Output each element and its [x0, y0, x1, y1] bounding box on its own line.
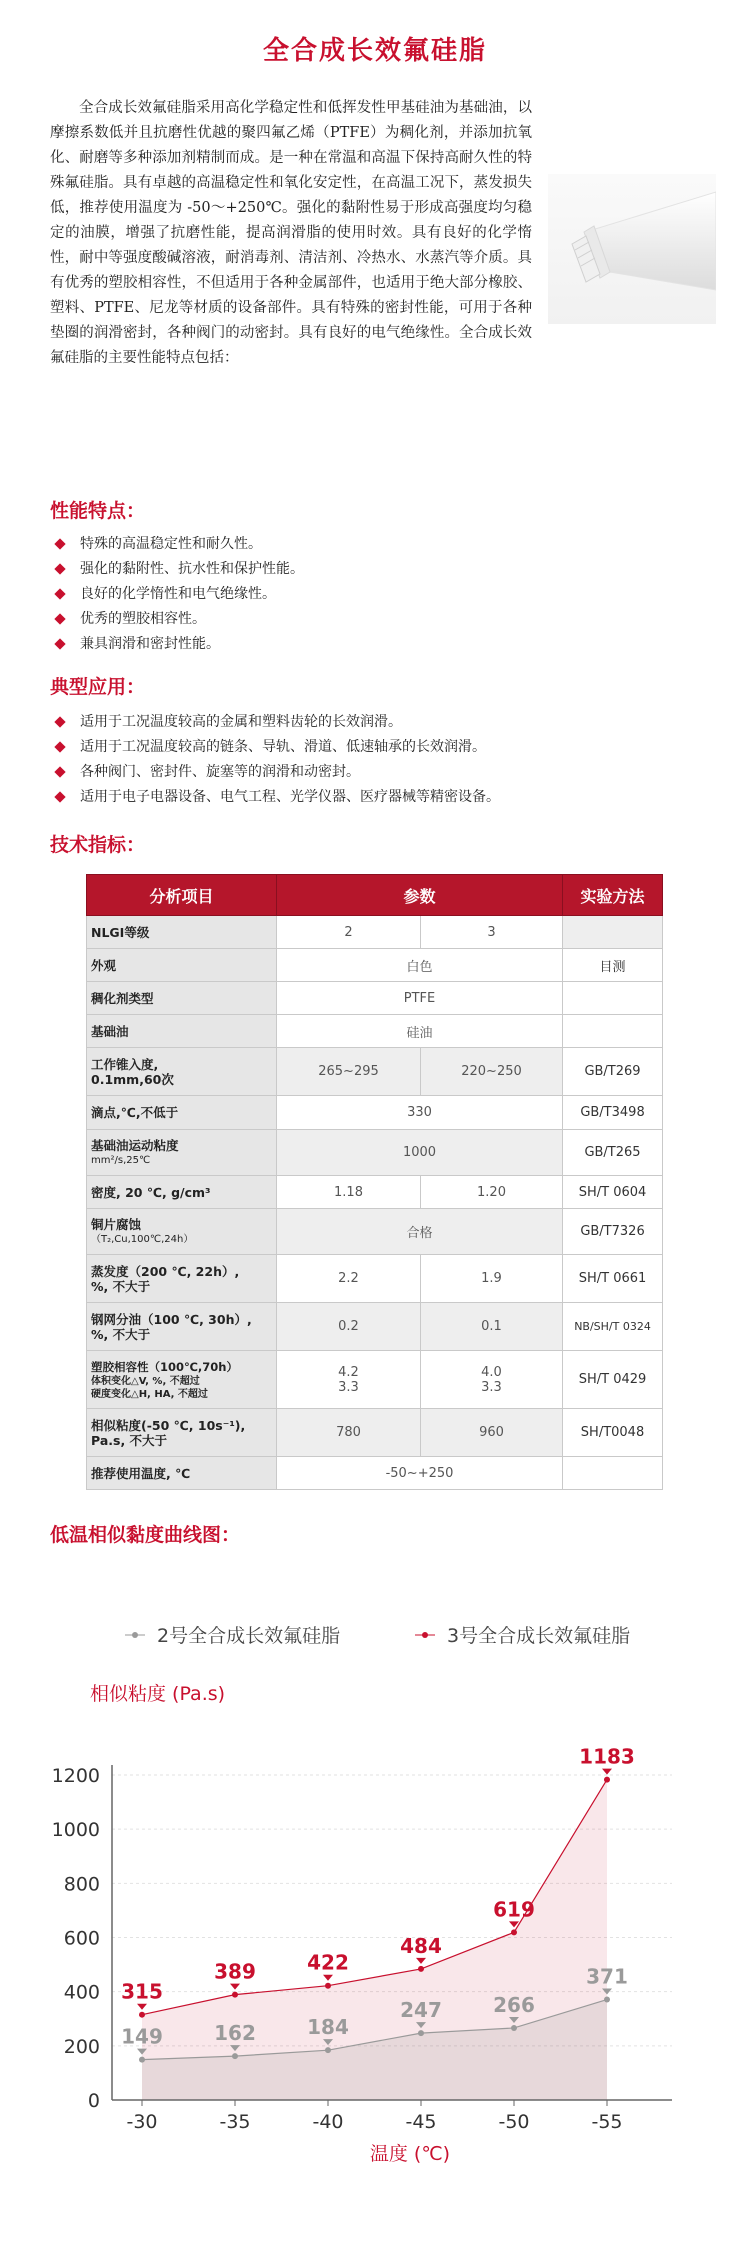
row-label: 基础油: [87, 1015, 277, 1048]
cell-method: GB/T7326: [563, 1209, 663, 1255]
y-tick-label: 400: [63, 1981, 100, 2004]
y-tick-label: 800: [63, 1873, 100, 1896]
table-row: [87, 1409, 663, 1457]
row-label: 工作锥入度, 0.1mm,60次: [87, 1048, 277, 1096]
data-label: 315: [121, 1979, 163, 2004]
page-title: 全合成长效氟硅脂: [262, 36, 487, 66]
cell-method: 目测: [563, 949, 663, 982]
chart-heading: 低温相似黏度曲线图：: [50, 1524, 241, 1546]
data-pointer: [230, 1984, 240, 1990]
diamond-bullet-icon: [54, 638, 65, 649]
intro-text: [50, 96, 532, 371]
cell-value: 0.1: [421, 1303, 563, 1351]
diamond-bullet-icon: [54, 538, 65, 549]
table-row: [87, 1255, 663, 1303]
cell-value: PTFE: [277, 982, 563, 1015]
row-label: 推荐使用温度, ℃: [87, 1457, 277, 1490]
data-label: 149: [121, 2024, 163, 2049]
features-list: [52, 532, 712, 657]
diamond-bullet-icon: [54, 716, 65, 727]
y-tick-label: 600: [63, 1927, 100, 1950]
cell-value: 白色: [277, 949, 563, 982]
cell-value: 330: [277, 1096, 563, 1130]
cell-method: GB/T269: [563, 1048, 663, 1096]
data-label: 184: [307, 2015, 349, 2040]
data-point: [604, 1997, 610, 2003]
data-pointer: [137, 2004, 147, 2010]
list-item: 适用于电子电器设备、电气工程、光学仪器、医疗器械等精密设备。: [52, 785, 712, 810]
cell-value: 合格: [277, 1209, 563, 1255]
x-tick-label: -45: [405, 2111, 437, 2133]
table-row: [87, 982, 663, 1015]
y-tick-label: 1000: [51, 1819, 100, 1842]
data-point: [139, 2057, 145, 2063]
cell-method: GB/T3498: [563, 1096, 663, 1130]
data-label: 371: [586, 1964, 628, 1989]
legend-label: 2号全合成长效氟硅脂: [157, 1625, 341, 1647]
cell-value: 1000: [277, 1130, 563, 1176]
list-item: 兼具润滑和密封性能。: [52, 632, 712, 657]
cell-value: 0.2: [277, 1303, 421, 1351]
diamond-bullet-icon: [54, 563, 65, 574]
cell-value: 4.0 3.3: [421, 1351, 563, 1409]
data-point: [511, 1929, 517, 1935]
legend-marker: [132, 1632, 138, 1638]
table-row: [87, 1130, 663, 1176]
legend-label: 3号全合成长效氟硅脂: [447, 1625, 631, 1647]
x-tick-label: -55: [591, 2111, 623, 2133]
cell-method: GB/T265: [563, 1130, 663, 1176]
list-item: 各种阀门、密封件、旋塞等的润滑和动密封。: [52, 760, 712, 785]
product-tube-image: [548, 174, 716, 324]
table-header-row: [87, 875, 663, 916]
cell-value: 960: [421, 1409, 563, 1457]
x-tick-label: -30: [126, 2111, 158, 2133]
diamond-bullet-icon: [54, 791, 65, 802]
x-axis-label: 温度 (℃): [369, 2143, 451, 2165]
row-label: 基础油运动粘度 mm²/s,25℃: [87, 1130, 277, 1176]
cell-value: 780: [277, 1409, 421, 1457]
cell-method: [563, 982, 663, 1015]
cell-method: SH/T 0604: [563, 1176, 663, 1209]
cell-method: [563, 1457, 663, 1490]
header-param: 参数: [277, 875, 563, 916]
row-label: 外观: [87, 949, 277, 982]
y-axis-label: 相似粘度 (Pa.s): [90, 1683, 226, 1705]
cell-value: -50~+250: [277, 1457, 563, 1490]
data-label: 247: [400, 1998, 442, 2023]
chart-svg: [0, 1580, 750, 2180]
y-tick-label: 200: [63, 2035, 100, 2058]
intro-paragraph: 全合成长效氟硅脂采用高化学稳定性和低挥发性甲基硅油为基础油，以摩擦系数低并且抗磨性优越的聚四氟乙烯（PTFE）为稠化剂，并添加抗氧化、耐磨等多种添加剂精制而成。是一种在常温和高温下保持高耐久性的特殊氟硅脂。具有卓越的高温稳定性和氧化安定性，在高温工况下，蒸发损失低，推荐使用温度为 -50～+250℃。强化的黏附性易于形成高强度均匀稳定的油膜，增强了抗磨性能，提高润滑脂的使用时效。具有良好的化学惰性，耐中等强度酸碱溶液，耐消毒剂、清洁剂、冷热水、水蒸汽等介质。具有优秀的塑胶相容性，不但适用于各种金属部件，也适用于绝大部分橡胶、塑料、PTFE、尼龙等材质的设备部件。具有特殊的密封性能，可用于各种垫圈的润滑密封，各种阀门的动密封。具有良好的电气绝缘性。全合成长效氟硅脂的主要性能特点包括：: [50, 100, 532, 366]
cell-method: SH/T0048: [563, 1409, 663, 1457]
list-item: 特殊的高温稳定性和耐久性。: [52, 532, 712, 557]
table-row: [87, 1303, 663, 1351]
list-item: 适用于工况温度较高的金属和塑料齿轮的长效润滑。: [52, 710, 712, 735]
data-point: [418, 1966, 424, 1972]
applications-heading: 典型应用：: [50, 676, 146, 698]
cell-value: 3: [421, 916, 563, 949]
list-item: 强化的黏附性、抗水性和保护性能。: [52, 557, 712, 582]
list-item: 良好的化学惰性和电气绝缘性。: [52, 582, 712, 607]
data-label: 266: [493, 1992, 535, 2017]
cell-value: 硅油: [277, 1015, 563, 1048]
table-row: [87, 1351, 663, 1409]
data-label: 389: [214, 1959, 256, 1984]
cell-value: 1.9: [421, 1255, 563, 1303]
header-item: 分析项目: [87, 875, 277, 916]
diamond-bullet-icon: [54, 741, 65, 752]
x-tick-label: -35: [219, 2111, 251, 2133]
legend-marker: [422, 1632, 428, 1638]
table-row: [87, 1176, 663, 1209]
diamond-bullet-icon: [54, 613, 65, 624]
diamond-bullet-icon: [54, 588, 65, 599]
cell-method: [563, 1015, 663, 1048]
data-point: [232, 1992, 238, 1998]
table-row: [87, 1048, 663, 1096]
table-row: [87, 1457, 663, 1490]
cell-method: SH/T 0429: [563, 1351, 663, 1409]
row-label: 蒸发度（200 ℃, 22h）, %, 不大于: [87, 1255, 277, 1303]
cell-method: [563, 916, 663, 949]
data-point: [325, 2047, 331, 2053]
data-label: 1183: [579, 1744, 635, 1769]
data-pointer: [323, 1975, 333, 1981]
spec-table: [86, 874, 663, 1490]
features-heading: 性能特点：: [50, 500, 146, 522]
y-tick-label: 0: [87, 2090, 100, 2112]
cell-method: SH/T 0661: [563, 1255, 663, 1303]
list-item: 优秀的塑胶相容性。: [52, 607, 712, 632]
data-label: 484: [400, 1933, 442, 1958]
data-label: 162: [214, 2021, 256, 2046]
data-point: [511, 2025, 517, 2031]
diamond-bullet-icon: [54, 766, 65, 777]
cell-value: 220~250: [421, 1048, 563, 1096]
tube-icon: [548, 174, 716, 324]
cell-value: 265~295: [277, 1048, 421, 1096]
row-label: 钢网分油（100 ℃, 30h）, %, 不大于: [87, 1303, 277, 1351]
data-point: [232, 2053, 238, 2059]
data-label: 619: [493, 1897, 535, 1922]
data-pointer: [416, 1958, 426, 1964]
data-point: [325, 1983, 331, 1989]
cell-value: 1.20: [421, 1176, 563, 1209]
table-row: [87, 1096, 663, 1130]
applications-list: [52, 710, 712, 810]
cell-value: 4.2 3.3: [277, 1351, 421, 1409]
data-point: [604, 1777, 610, 1783]
row-label: 塑胶相容性（100℃,70h） 体积变化△V, %, 不超过 硬度变化△H, HA, 不超过: [87, 1351, 277, 1409]
table-row: [87, 949, 663, 982]
data-pointer: [602, 1769, 612, 1775]
row-label: 稠化剂类型: [87, 982, 277, 1015]
row-label: 滴点,℃,不低于: [87, 1096, 277, 1130]
list-item: 适用于工况温度较高的链条、导轨、滑道、低速轴承的长效润滑。: [52, 735, 712, 760]
x-tick-label: -40: [312, 2111, 344, 2133]
row-label: 相似粘度(-50 ℃, 10s⁻¹), Pa.s, 不大于: [87, 1409, 277, 1457]
viscosity-chart: [0, 1580, 750, 2180]
table-row: [87, 916, 663, 949]
y-tick-label: 1200: [51, 1765, 100, 1787]
table-row: [87, 1209, 663, 1255]
cell-value: 1.18: [277, 1176, 421, 1209]
cell-value: 2.2: [277, 1255, 421, 1303]
spec-heading: 技术指标：: [50, 834, 146, 856]
data-point: [139, 2012, 145, 2018]
data-label: 422: [307, 1950, 349, 1975]
x-tick-label: -50: [498, 2111, 530, 2133]
row-label: NLGI等级: [87, 916, 277, 949]
row-label: 密度, 20 ℃, g/cm³: [87, 1176, 277, 1209]
data-point: [418, 2030, 424, 2036]
cell-method: NB/SH/T 0324: [563, 1303, 663, 1351]
header-method: 实验方法: [563, 875, 663, 916]
table-row: [87, 1015, 663, 1048]
row-label: 铜片腐蚀 （T₂,Cu,100℃,24h）: [87, 1209, 277, 1255]
cell-value: 2: [277, 916, 421, 949]
